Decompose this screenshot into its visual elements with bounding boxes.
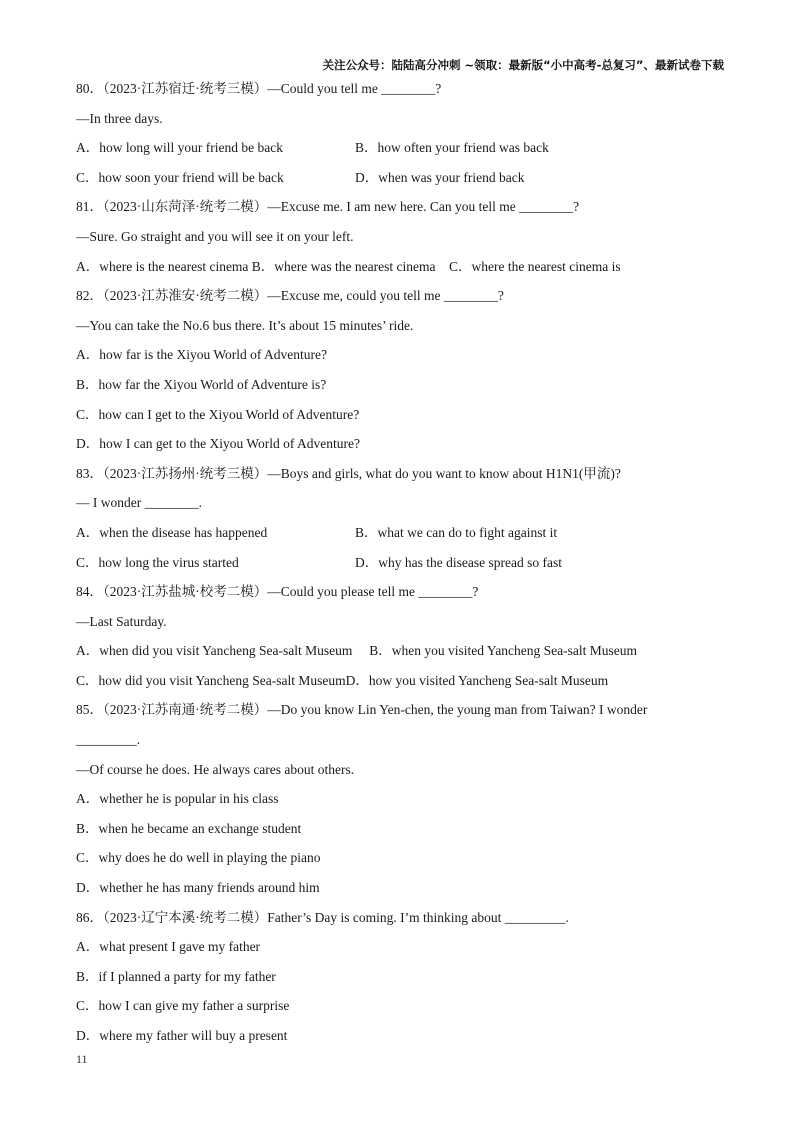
- question-85-stem-continued: _________.: [76, 732, 141, 748]
- page-header: 关注公众号：陆陆高分冲刺 ~领取：最新版“小中高考-总复习”、最新试卷下载: [322, 58, 724, 72]
- question-80-options-row-1: [76, 133, 736, 163]
- question-86-option-b: B．if I planned a party for my father: [76, 968, 276, 984]
- question-80-reply: —In three days.: [76, 110, 163, 126]
- question-80-stem: 80．（2023·江苏宿迁·统考三模）—Could you tell me ________?: [76, 81, 442, 96]
- question-84-options-row-2: C．how did you visit Yancheng Sea-salt MuseumD．how you visited Yancheng Sea-salt Museum: [76, 672, 609, 688]
- question-80-options-row-2: [76, 163, 736, 193]
- question-84-reply: —Last Saturday.: [76, 613, 167, 629]
- question-86-option-c: C．how I can give my father a surprise: [76, 998, 290, 1014]
- question-85-reply: —Of course he does. He always cares about others.: [76, 761, 355, 777]
- question-85-stem: 85．（2023·江苏南通·统考二模）—Do you know Lin Yen-chen, the young man from Taiwan? I wonder: [76, 702, 648, 718]
- page-number: 11: [76, 1052, 88, 1066]
- question-84-stem: 84．（2023·江苏盐城·校考二模）—Could you please tell me ________?: [76, 584, 479, 600]
- question-80-option-b: B．how often your friend was back: [355, 140, 549, 156]
- question-84-options-row-1: A．when did you visit Yancheng Sea-salt Museum B．when you visited Yancheng Sea-salt Museum: [76, 643, 637, 659]
- question-83-options-row-2: [76, 548, 736, 578]
- question-80-option-c: C．how soon your friend will be back: [76, 169, 284, 185]
- question-86-option-a: A．what present I gave my father: [76, 939, 261, 955]
- question-83-option-b: B．what we can do to fight against it: [355, 524, 558, 540]
- question-83-option-d: D．why has the disease spread so fast: [355, 554, 562, 570]
- question-82-option-d: D．how I can get to the Xiyou World of Adventure?: [76, 436, 360, 452]
- question-83-option-a: A．when the disease has happened: [76, 524, 268, 540]
- question-83-option-c: C．how long the virus started: [76, 554, 239, 570]
- question-82-option-b: B．how far the Xiyou World of Adventure is?: [76, 376, 327, 392]
- question-82-option-a: A．how far is the Xiyou World of Adventure?: [76, 347, 327, 363]
- question-83-reply: — I wonder ________.: [76, 495, 202, 511]
- question-80-option-a: A．how long will your friend be back: [76, 140, 283, 156]
- question-82-stem: 82．（2023·江苏淮安·统考二模）—Excuse me, could you tell me ________?: [76, 288, 504, 304]
- question-81-reply: —Sure. Go straight and you will see it on your left.: [76, 228, 354, 244]
- question-83-stem: 83．（2023·江苏扬州·统考三模）—Boys and girls, what do you want to know about H1N1(甲流)?: [76, 465, 621, 481]
- question-85-option-c: C．why does he do well in playing the piano: [76, 850, 321, 866]
- question-81-stem: 81．（2023·山东菏泽·统考二模）—Excuse me. I am new here. Can you tell me ________?: [76, 199, 580, 215]
- question-86-option-d: D．where my father will buy a present: [76, 1028, 288, 1043]
- question-82-reply: —You can take the No.6 bus there. It’s about 15 minutes’ ride.: [76, 317, 414, 333]
- question-85-option-b: B．when he became an exchange student: [76, 820, 302, 836]
- question-85-option-d: D．whether he has many friends around him: [76, 880, 320, 896]
- question-81-options: A．where is the nearest cinema B．where was the nearest cinema C．where the nearest cinema is: [76, 258, 621, 274]
- question-82-option-c: C．how can I get to the Xiyou World of Adventure?: [76, 406, 360, 422]
- question-list: [76, 74, 736, 1051]
- question-83-options-row-1: [76, 518, 736, 548]
- question-86-stem: 86．（2023·辽宁本溪·统考二模）Father’s Day is coming. I’m thinking about _________.: [76, 909, 569, 925]
- question-80-option-d: D．when was your friend back: [355, 169, 525, 185]
- question-85-option-a: A．whether he is popular in his class: [76, 791, 279, 807]
